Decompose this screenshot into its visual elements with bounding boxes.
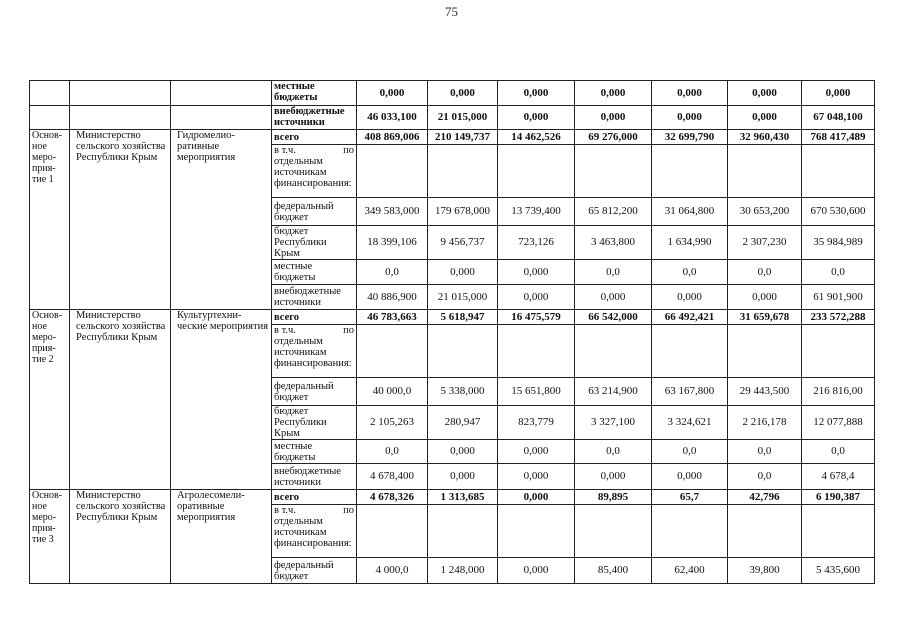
source-label: внебюджетные источники bbox=[272, 106, 357, 130]
value-cell: 46 783,663 bbox=[357, 310, 428, 325]
source-label: федеральный бюджет bbox=[272, 378, 357, 406]
incl-suffix: по bbox=[343, 325, 354, 336]
incl-text: отдельным источникам финансирования: bbox=[274, 336, 352, 369]
source-label: всего bbox=[272, 310, 357, 325]
measure-cell: Основ-ное меро-прия-тие 1 bbox=[30, 130, 70, 310]
value-cell: 0,000 bbox=[498, 81, 575, 106]
value-cell: 0,0 bbox=[357, 440, 428, 464]
empty-cell bbox=[357, 325, 428, 378]
value-cell: 21 015,000 bbox=[428, 106, 498, 130]
value-cell: 12 077,888 bbox=[802, 406, 875, 440]
source-label: всего bbox=[272, 490, 357, 505]
value-cell: 0,000 bbox=[575, 106, 652, 130]
empty-cell bbox=[575, 505, 652, 558]
value-cell: 31 064,800 bbox=[652, 198, 728, 226]
source-label: бюджет Республики Крым bbox=[272, 406, 357, 440]
table-row bbox=[30, 81, 875, 106]
empty-cell bbox=[428, 145, 498, 198]
value-cell: 0,0 bbox=[802, 260, 875, 285]
value-cell: 233 572,288 bbox=[802, 310, 875, 325]
value-cell: 0,000 bbox=[652, 285, 728, 310]
source-label: внебюджетные источники bbox=[272, 285, 357, 310]
empty-cell bbox=[30, 81, 70, 106]
executor-cell: Министерство сельского хозяйства Республики Крым bbox=[70, 310, 171, 490]
value-cell: 0,000 bbox=[728, 81, 802, 106]
empty-cell bbox=[802, 505, 875, 558]
value-cell: 32 960,430 bbox=[728, 130, 802, 145]
empty-cell bbox=[357, 145, 428, 198]
source-label-incl bbox=[272, 505, 357, 558]
incl-line bbox=[274, 145, 354, 156]
value-cell: 0,0 bbox=[575, 260, 652, 285]
value-cell: 408 869,006 bbox=[357, 130, 428, 145]
value-cell: 63 167,800 bbox=[652, 378, 728, 406]
value-cell: 0,000 bbox=[428, 440, 498, 464]
value-cell: 210 149,737 bbox=[428, 130, 498, 145]
value-cell: 0,000 bbox=[652, 81, 728, 106]
measure-name-cell: Культуртехни-ческие мероприятия bbox=[171, 310, 272, 490]
empty-cell bbox=[171, 81, 272, 106]
empty-cell bbox=[652, 505, 728, 558]
value-cell: 61 901,900 bbox=[802, 285, 875, 310]
empty-cell bbox=[357, 505, 428, 558]
incl-line bbox=[274, 505, 354, 516]
value-cell: 0,0 bbox=[802, 440, 875, 464]
value-cell: 216 816,00 bbox=[802, 378, 875, 406]
source-label: местные бюджеты bbox=[272, 260, 357, 285]
value-cell: 67 048,100 bbox=[802, 106, 875, 130]
empty-cell bbox=[728, 145, 802, 198]
value-cell: 13 739,400 bbox=[498, 198, 575, 226]
value-cell: 18 399,106 bbox=[357, 226, 428, 260]
value-cell: 32 699,790 bbox=[652, 130, 728, 145]
value-cell: 1 634,990 bbox=[652, 226, 728, 260]
value-cell: 31 659,678 bbox=[728, 310, 802, 325]
value-cell: 65,7 bbox=[652, 490, 728, 505]
value-cell: 0,000 bbox=[357, 81, 428, 106]
value-cell: 0,000 bbox=[575, 81, 652, 106]
value-cell: 0,000 bbox=[498, 464, 575, 490]
value-cell: 15 651,800 bbox=[498, 378, 575, 406]
empty-cell bbox=[498, 145, 575, 198]
measure-cell: Основ-ное меро-прия-тие 2 bbox=[30, 310, 70, 490]
value-cell: 66 492,421 bbox=[652, 310, 728, 325]
incl-prefix: в т.ч. bbox=[274, 505, 296, 516]
executor-cell: Министерство сельского хозяйства Республики Крым bbox=[70, 130, 171, 310]
page-number: 75 bbox=[445, 4, 458, 19]
source-label: всего bbox=[272, 130, 357, 145]
value-cell: 0,000 bbox=[498, 285, 575, 310]
value-cell: 0,0 bbox=[728, 464, 802, 490]
value-cell: 179 678,000 bbox=[428, 198, 498, 226]
empty-cell bbox=[652, 145, 728, 198]
source-label: местные бюджеты bbox=[272, 81, 357, 106]
incl-prefix: в т.ч. bbox=[274, 145, 296, 156]
value-cell: 6 190,387 bbox=[802, 490, 875, 505]
incl-text: отдельным источникам финансирования: bbox=[274, 516, 352, 549]
value-cell: 14 462,526 bbox=[498, 130, 575, 145]
empty-cell bbox=[728, 505, 802, 558]
source-label: федеральный бюджет bbox=[272, 198, 357, 226]
measure-name-cell: Гидромелио-ративные мероприятия bbox=[171, 130, 272, 310]
value-cell: 0,0 bbox=[357, 260, 428, 285]
source-label: местные бюджеты bbox=[272, 440, 357, 464]
table-row bbox=[30, 130, 875, 145]
value-cell: 2 307,230 bbox=[728, 226, 802, 260]
value-cell: 30 653,200 bbox=[728, 198, 802, 226]
value-cell: 349 583,000 bbox=[357, 198, 428, 226]
value-cell: 670 530,600 bbox=[802, 198, 875, 226]
value-cell: 0,000 bbox=[498, 490, 575, 505]
value-cell: 0,000 bbox=[802, 81, 875, 106]
empty-cell bbox=[30, 106, 70, 130]
source-label: внебюджетные источники bbox=[272, 464, 357, 490]
value-cell: 3 463,800 bbox=[575, 226, 652, 260]
value-cell: 0,000 bbox=[498, 260, 575, 285]
value-cell: 0,0 bbox=[575, 440, 652, 464]
value-cell: 4 678,400 bbox=[357, 464, 428, 490]
value-cell: 65 812,200 bbox=[575, 198, 652, 226]
value-cell: 723,126 bbox=[498, 226, 575, 260]
measure-name-cell: Агролесомели-оративные мероприятия bbox=[171, 490, 272, 584]
value-cell: 5 618,947 bbox=[428, 310, 498, 325]
value-cell: 0,0 bbox=[652, 440, 728, 464]
value-cell: 35 984,989 bbox=[802, 226, 875, 260]
empty-cell bbox=[575, 145, 652, 198]
source-label-incl bbox=[272, 325, 357, 378]
value-cell: 0,000 bbox=[652, 464, 728, 490]
value-cell: 0,000 bbox=[728, 285, 802, 310]
incl-suffix: по bbox=[343, 505, 354, 516]
value-cell: 21 015,000 bbox=[428, 285, 498, 310]
value-cell: 89,895 bbox=[575, 490, 652, 505]
value-cell: 0,000 bbox=[428, 464, 498, 490]
value-cell: 63 214,900 bbox=[575, 378, 652, 406]
incl-suffix: по bbox=[343, 145, 354, 156]
value-cell: 0,000 bbox=[498, 106, 575, 130]
value-cell: 4 678,4 bbox=[802, 464, 875, 490]
value-cell: 823,779 bbox=[498, 406, 575, 440]
value-cell: 66 542,000 bbox=[575, 310, 652, 325]
empty-cell bbox=[652, 325, 728, 378]
value-cell: 85,400 bbox=[575, 558, 652, 584]
executor-cell: Министерство сельского хозяйства Республики Крым bbox=[70, 490, 171, 584]
value-cell: 0,000 bbox=[575, 464, 652, 490]
value-cell: 0,000 bbox=[575, 285, 652, 310]
value-cell: 29 443,500 bbox=[728, 378, 802, 406]
value-cell: 0,000 bbox=[728, 106, 802, 130]
value-cell: 16 475,579 bbox=[498, 310, 575, 325]
value-cell: 39,800 bbox=[728, 558, 802, 584]
value-cell: 0,000 bbox=[498, 440, 575, 464]
table-row bbox=[30, 490, 875, 505]
source-label: федеральный бюджет bbox=[272, 558, 357, 584]
empty-cell bbox=[575, 325, 652, 378]
value-cell: 0,0 bbox=[728, 260, 802, 285]
value-cell: 4 678,326 bbox=[357, 490, 428, 505]
value-cell: 768 417,489 bbox=[802, 130, 875, 145]
source-label: бюджет Республики Крым bbox=[272, 226, 357, 260]
table-row bbox=[30, 106, 875, 130]
value-cell: 4 000,0 bbox=[357, 558, 428, 584]
value-cell: 0,000 bbox=[428, 81, 498, 106]
value-cell: 280,947 bbox=[428, 406, 498, 440]
empty-cell bbox=[70, 106, 171, 130]
incl-line bbox=[274, 325, 354, 336]
empty-cell bbox=[728, 325, 802, 378]
value-cell: 69 276,000 bbox=[575, 130, 652, 145]
value-cell: 0,0 bbox=[728, 440, 802, 464]
empty-cell bbox=[171, 106, 272, 130]
empty-cell bbox=[70, 81, 171, 106]
value-cell: 3 324,621 bbox=[652, 406, 728, 440]
incl-prefix: в т.ч. bbox=[274, 325, 296, 336]
empty-cell bbox=[498, 325, 575, 378]
table-body bbox=[30, 81, 875, 584]
empty-cell bbox=[428, 325, 498, 378]
financing-table bbox=[29, 80, 875, 584]
value-cell: 1 313,685 bbox=[428, 490, 498, 505]
empty-cell bbox=[802, 145, 875, 198]
source-label-incl bbox=[272, 145, 357, 198]
empty-cell bbox=[498, 505, 575, 558]
value-cell: 3 327,100 bbox=[575, 406, 652, 440]
table-row bbox=[30, 310, 875, 325]
value-cell: 5 338,000 bbox=[428, 378, 498, 406]
empty-cell bbox=[428, 505, 498, 558]
value-cell: 62,400 bbox=[652, 558, 728, 584]
incl-text: отдельным источникам финансирования: bbox=[274, 156, 352, 189]
value-cell: 40 000,0 bbox=[357, 378, 428, 406]
value-cell: 0,0 bbox=[652, 260, 728, 285]
value-cell: 46 033,100 bbox=[357, 106, 428, 130]
value-cell: 40 886,900 bbox=[357, 285, 428, 310]
value-cell: 2 105,263 bbox=[357, 406, 428, 440]
value-cell: 0,000 bbox=[652, 106, 728, 130]
value-cell: 0,000 bbox=[498, 558, 575, 584]
value-cell: 5 435,600 bbox=[802, 558, 875, 584]
value-cell: 9 456,737 bbox=[428, 226, 498, 260]
measure-cell: Основ-ное меро-прия-тие 3 bbox=[30, 490, 70, 584]
value-cell: 42,796 bbox=[728, 490, 802, 505]
value-cell: 1 248,000 bbox=[428, 558, 498, 584]
value-cell: 2 216,178 bbox=[728, 406, 802, 440]
empty-cell bbox=[802, 325, 875, 378]
value-cell: 0,000 bbox=[428, 260, 498, 285]
